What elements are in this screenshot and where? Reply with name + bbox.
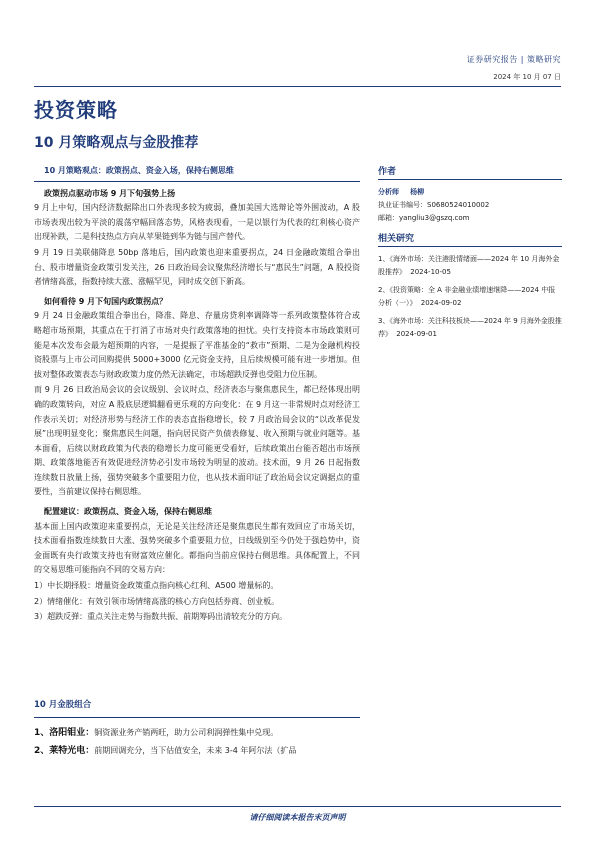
related-title: 3、《海外市场：关注科技板块——2024 年 9 月海外金股推荐》 xyxy=(378,317,562,338)
related-date: 2024-09-01 xyxy=(396,329,437,338)
list-item: 2）情绪催化：有效引领市场情绪高涨的核心方向包括券商、创业板。 xyxy=(34,596,280,606)
paragraph: 9 月上中旬，国内经济数据除出口外表现多较为疲弱，叠加美国大选辩论等外围波动，A 股市场表现出较为平淡的震荡窄幅回落态势，风格表现看，一是以银行为代表的红利核心资产出现补跌，二是科技热点方向从苹果链到华为链与国产替代。 xyxy=(34,203,360,242)
stock-reason: 铜资源业务产销两旺，助力公司利润弹性集中兑现。 xyxy=(94,728,279,737)
stock-reason: 前期回调充分，当下估值安全，未来 3-4 年阿尔法（扩品 xyxy=(94,746,297,755)
analyst-label: 分析师 xyxy=(378,188,399,196)
list-item: 1）中长期择股：增量资金政策重点指向核心红利、A500 增量标的。 xyxy=(34,581,279,591)
related-research-item[interactable] xyxy=(378,253,562,278)
related-research-item[interactable] xyxy=(378,315,562,340)
portfolio-item xyxy=(34,742,562,760)
related-title: 2、《投资策略：全 A 非金融业绩增速继降——2024 中报分析（一）》 xyxy=(378,286,556,307)
portfolio-heading: 10 月金股组合 xyxy=(34,696,360,718)
portfolio-item xyxy=(34,724,562,742)
paragraph: 9 月 24 日金融政策组合拳出台，降准、降息、存量房贷利率调降等一系列政策整体符合或略超市场预期，其重点在于打消了市场对央行政策落地的担忧。央行支持资本市场政策则可能是本次发布会最为超预期的内容，一是提振了平准基金的“救市”预期、二是为金融机构投资股票与上市公司回购提供 5000+3000 亿元资金支持，且后续规模可能有进一步增加。但拔对整体政策表态与财政政策力度仍然无法确定，市场超跌反弹也受阻力位压制。 xyxy=(34,311,360,379)
main-column xyxy=(34,164,360,626)
certificate-number: 执业证书编号：S0680524010002 xyxy=(378,201,490,209)
analyst-email[interactable]: 邮箱：yangliu3@gszq.com xyxy=(378,214,470,222)
footer-divider xyxy=(34,806,561,807)
header-divider xyxy=(34,86,561,87)
related-date: 2024-09-02 xyxy=(420,298,462,307)
related-date: 2024-10-05 xyxy=(410,267,451,276)
section-heading-policy-view: 如何看待 9 月下旬国内政策拐点？ xyxy=(44,296,168,306)
report-date: 2024 年 10 月 07 日 xyxy=(493,73,561,81)
sidebar xyxy=(378,164,562,346)
paragraph: 而 9 月 26 日政治局会议的会议级别、会议时点、经济表态与聚焦惠民生，都已经体现出明确的政策转向，对应 A 股底层逻辑翻看更乐观的方向变化：在 9 月这一非常规时点对经济工作表示关切；对经济形势与经济工作的表态直指稳增长，较 7 月政治局会议的“以改革促发展”出现明显变化；聚焦惠民生问题，指向居民资产负债表修复、收入预期与就业问题等。基本面看，后续以财政政策为代表的稳增长力度可能更受看好，后续政策出台能否超出市场预期、政策落地能否有效促进经济势必引发市场较为明显的波动。技术面，9 月 26 日起指数连续数日放量上扬，强势突破多个重要阻力位，也从技术面印证了政治局会议定调据点的重要性，当前建议保持右侧思维。 xyxy=(34,385,360,497)
section-heading-policy-turn: 政策拐点驱动市场 9 月下旬强势上扬 xyxy=(44,188,176,198)
related-research-item[interactable] xyxy=(378,284,562,309)
section-heading-allocation: 配置建议：政策拐点、资金入场，保持右侧思维 xyxy=(44,507,212,517)
footer-disclaimer: 请仔细阅读本报告末页声明 xyxy=(249,813,346,822)
list-item: 3）超跌反弹：重点关注走势与指数共振、前期筹码出清较充分的方向。 xyxy=(34,612,288,622)
stock-name: 2、莱特光电： xyxy=(34,746,95,756)
summary-box-heading: 10 月策略观点：政策拐点、资金入场，保持右侧思维 xyxy=(34,164,360,182)
report-type-title: 投资策略 xyxy=(34,98,118,122)
author-heading: 作者 xyxy=(378,164,562,180)
analyst-name: 杨柳 xyxy=(410,188,425,196)
golden-stock-portfolio xyxy=(34,696,562,760)
related-title: 1、《海外市场：关注港股情绪面——2024 年 10 月海外金股推荐》 xyxy=(378,255,560,276)
report-category: 证券研究报告 | 策略研究 xyxy=(466,55,561,64)
stock-name: 1、洛阳钼业： xyxy=(34,728,95,738)
paragraph: 基本面上国内政策迎来重要拐点，无论是关注经济还是聚焦惠民生都有效回应了市场关切，技术面看指数连续数日大涨、强势突破多个重要阻力位，日线级别至今仍处于强趋势中，资金面既有央行政策支持也有财富效应催化。都指向当前应保持右侧思维。具体配置上，不同的交易思维可能指向不同的交易方向： xyxy=(34,521,360,575)
report-title: 10 月策略观点与金股推荐 xyxy=(34,135,199,151)
paragraph: 9 月 19 日美联储降息 50bp 落地后，国内政策也迎来重要拐点，24 日金融政策组合拳出台、股市增量资金政策引发关注，26 日政治局会议聚焦经济增长与“惠民生”问题，A 股投资者情绪高涨，指数持续大涨、涨幅罕见，同时成交创下新高。 xyxy=(34,247,360,287)
analyst-row xyxy=(378,186,562,199)
related-research-heading: 相关研究 xyxy=(378,231,562,247)
